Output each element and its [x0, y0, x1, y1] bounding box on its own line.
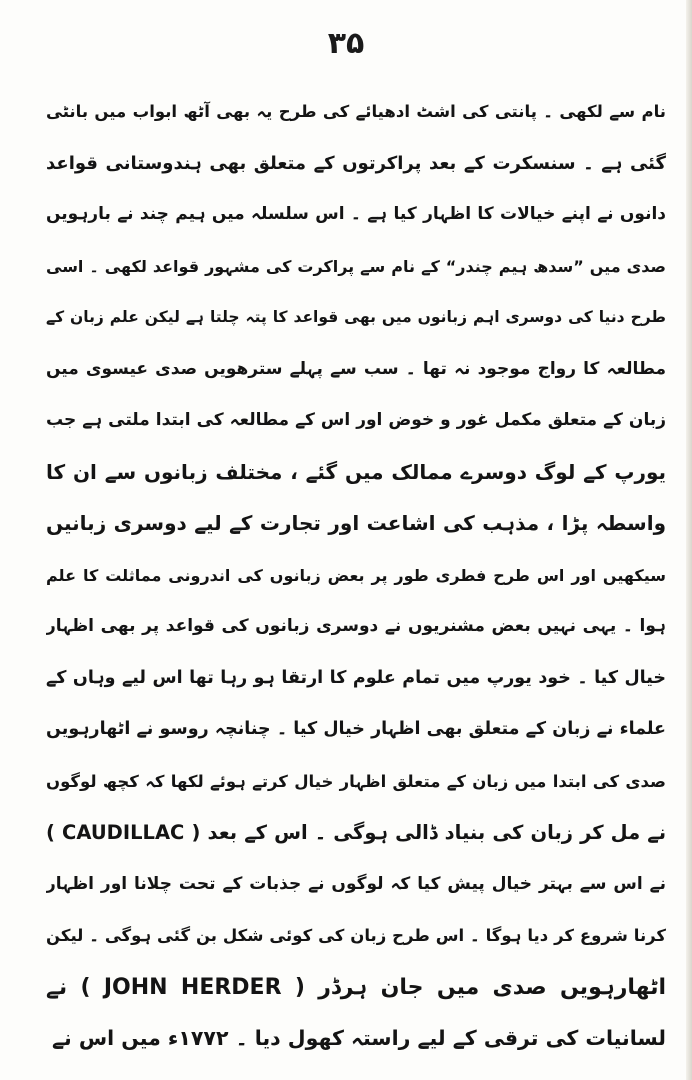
text-line: واسطہ پڑا ، مذہب کی اشاعت اور تجارت کے لیے دوسری زبانیں — [46, 511, 666, 535]
text-line: اٹھارہویں صدی میں جان ہرڈر ( JOHN HERDER ) نے — [46, 974, 666, 1000]
text-line: سیکھیں اور اس طرح فطری طور پر بعض زبانوں کی اندرونی مماثلت کا علم — [46, 565, 666, 585]
page-edge-shadow — [686, 0, 692, 1080]
text-line: نے اس سے بہتر خیال پیش کیا کہ لوگوں نے جذبات کے تحت چلانا اور اظہار — [46, 873, 666, 894]
text-line: صدی میں ”سدھ ہیم چندر“ کے نام سے پراکرت کی مشہور قواعد لکھی ۔ اسی — [46, 256, 666, 276]
text-line: خیال کیا ۔ خود یورپ میں تمام علوم کا ارتقا ہو رہا تھا اس لیے وہاں کے — [46, 667, 666, 688]
page-body-text — [46, 86, 666, 1065]
text-line: طرح دنیا کی دوسری اہم زبانوں میں بھی قواعد کا پتہ چلتا ہے لیکن علم زبان کے — [46, 308, 666, 326]
text-line: یورپ کے لوگ دوسرے ممالک میں گئے ، مختلف زبانوں سے ان کا — [46, 459, 666, 484]
text-line: نام سے لکھی ۔ پانتی کی اشٹ ادھیائے کی طرح یہ بھی آٹھ ابواب میں بانٹی — [46, 102, 666, 121]
text-line: کرنا شروع کر دیا ہوگا ۔ اس طرح زبان کی کوئی شکل بن گئی ہوگی ۔ لیکن — [46, 926, 666, 945]
text-line: گئی ہے ۔ سنسکرت کے بعد پراکرتوں کے متعلق بھی ہندوستانی قواعد — [46, 152, 666, 174]
text-line: علماء نے زبان کے متعلق بھی اظہار خیال کیا ۔ چنانچہ روسو نے اٹھارہویں — [46, 719, 666, 739]
text-line: مطالعہ کا رواج موجود نہ تھا ۔ سب سے پہلے سترھویں صدی عیسوی میں — [46, 358, 666, 379]
text-line: نے مل کر زبان کی بنیاد ڈالی ہوگی ۔ اس کے بعد ( CAUDILLAC ) — [46, 821, 666, 844]
text-line: ہوا ۔ یہی نہیں بعض مشنریوں نے دوسری زبانوں کی قواعد پر بھی اظہار — [46, 616, 666, 636]
text-line: دانوں نے اپنے خیالات کا اظہار کیا ہے ۔ اس سلسلہ میں ہیم چند نے بارہویں — [46, 204, 666, 224]
text-line: صدی کی ابتدا میں زبان کے متعلق اظہار خیال کرتے ہوئے لکھا کہ کچھ لوگوں — [46, 771, 666, 791]
text-line: زبان کے متعلق مکمل غور و خوض اور اس کے مطالعہ کی ابتدا ملتی ہے جب — [46, 410, 666, 430]
page-number: ۳۵ — [327, 26, 365, 61]
text-line: لسانیات کی ترقی کے لیے راستہ کھول دیا ۔ ۱۷۷۲ء میں اس نے — [51, 1026, 666, 1050]
